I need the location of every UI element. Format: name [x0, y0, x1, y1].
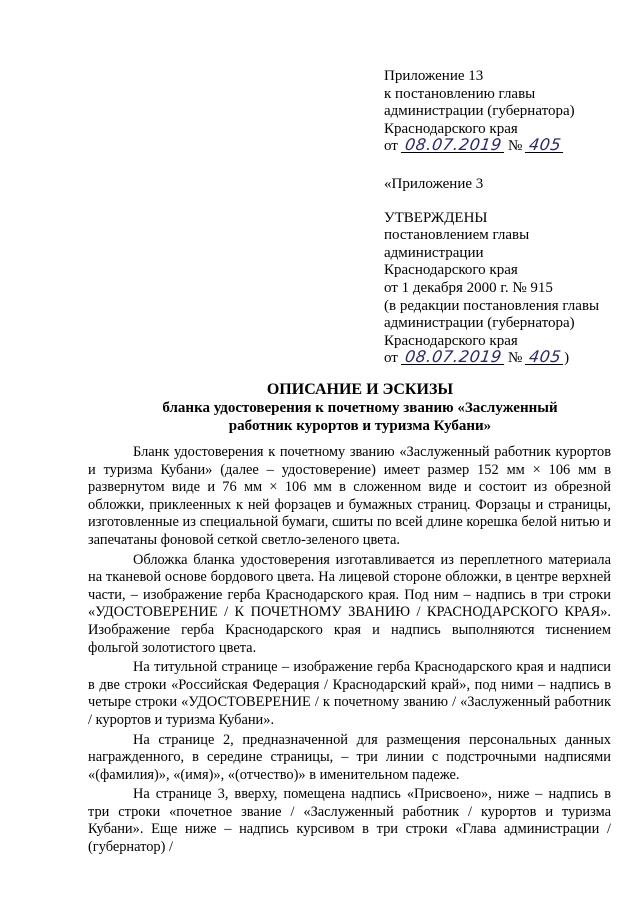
handwritten-number: 405 — [525, 350, 565, 365]
body-paragraph: На титульной странице – изображение герба Краснодарского края и надписи в две строки «Российская Федерация / Краснодарский край», под ними – надпись в четыре строки «УДОСТОВЕРЕНИЕ / к почетному званию / «Заслуженный работник / курортов и туризма Кубани». — [88, 659, 611, 728]
body-paragraph: На странице 2, предназначенной для размещения персональных данных награжденного, в середине страницы, – три линии с подстрочными надписями «(фамилия)», «(имя)», «(отчество)» в именительном падеже. — [88, 731, 611, 783]
approved-line: от 1 декабря 2000 г. № 915 — [384, 279, 553, 296]
document-body — [88, 444, 611, 859]
approved-title: УТВЕРЖДЕНЫ — [384, 209, 488, 226]
close-paren: ) — [564, 350, 570, 367]
attachment13-line: к постановлению главы — [384, 85, 536, 102]
approved-line: администрации (губернатора) — [384, 315, 575, 332]
approved-line: (в редакции постановления главы — [384, 297, 600, 314]
approved-line: администрации — [384, 244, 484, 261]
heading-title: ОПИСАНИЕ И ЭСКИЗЫ — [266, 381, 454, 398]
handwritten-date: 08.07.2019 — [401, 138, 506, 153]
heading-subtitle: работник курортов и туризма Кубани» — [228, 418, 492, 434]
handwritten-number: 405 — [525, 138, 565, 153]
attachment-block — [384, 68, 624, 368]
date-prefix: от — [384, 138, 398, 155]
body-paragraph: Бланк удостоверения к почетному званию «Заслуженный работник курортов и туризма Кубани» (далее – удостоверение) имеет размер 152 мм × 106 мм в развернутом виде и 76 мм × 106 мм в сложенном виде и состоит из обрезной обложки, приклеенных к ней форзацев и бумажных страниц. Форзацы и страницы, изготовленные из специальной бумаги, сшиты по всей длине корешка белой нитью и запечатаны фоновой сеткой светло-зеленого цвета. — [88, 444, 611, 548]
attachment13-line: Приложение 13 — [384, 68, 484, 84]
attachment13-line: администрации (губернатора) — [384, 103, 575, 120]
attachment13-line: Краснодарского края — [384, 120, 518, 137]
approved-date-line — [384, 347, 624, 368]
heading-subtitle: бланка удостоверения к почетному званию «Заслуженный — [162, 400, 558, 416]
approved-line: Краснодарского края — [384, 262, 518, 279]
body-paragraph: Обложка бланка удостоверения изготавливается из переплетного материала на тканевой основе бордового цвета. На лицевой стороне обложки, в центре верхней части, – изображение герба Краснодарского края. Под ним – надпись в три строки «УДОСТОВЕРЕНИЕ / К ПОЧЕТНОМУ ЗВАНИЮ / КРАСНОДАРСКОГО КРАЯ». Изображение герба Краснодарского края и надпись выполняются тиснением фольгой золотистого цвета. — [88, 551, 611, 656]
attachment3-title: «Приложение 3 — [384, 175, 484, 192]
number-prefix: № — [507, 138, 523, 155]
approved-line: Краснодарского края — [384, 332, 518, 349]
attachment13-date-line — [384, 135, 624, 156]
document-heading — [80, 381, 640, 435]
date-prefix: от — [384, 350, 398, 367]
body-paragraph: На странице 3, вверху, помещена надпись «Присвоено», ниже – надпись в три строки «почетное звание / «Заслуженный работник / курортов и туризма Кубани». Еще ниже – надпись курсивом в три строки «Глава администрации / (губернатор) / — [88, 786, 611, 856]
handwritten-date: 08.07.2019 — [401, 350, 506, 365]
number-prefix: № — [507, 350, 523, 367]
approved-line: постановлением главы — [384, 227, 530, 244]
